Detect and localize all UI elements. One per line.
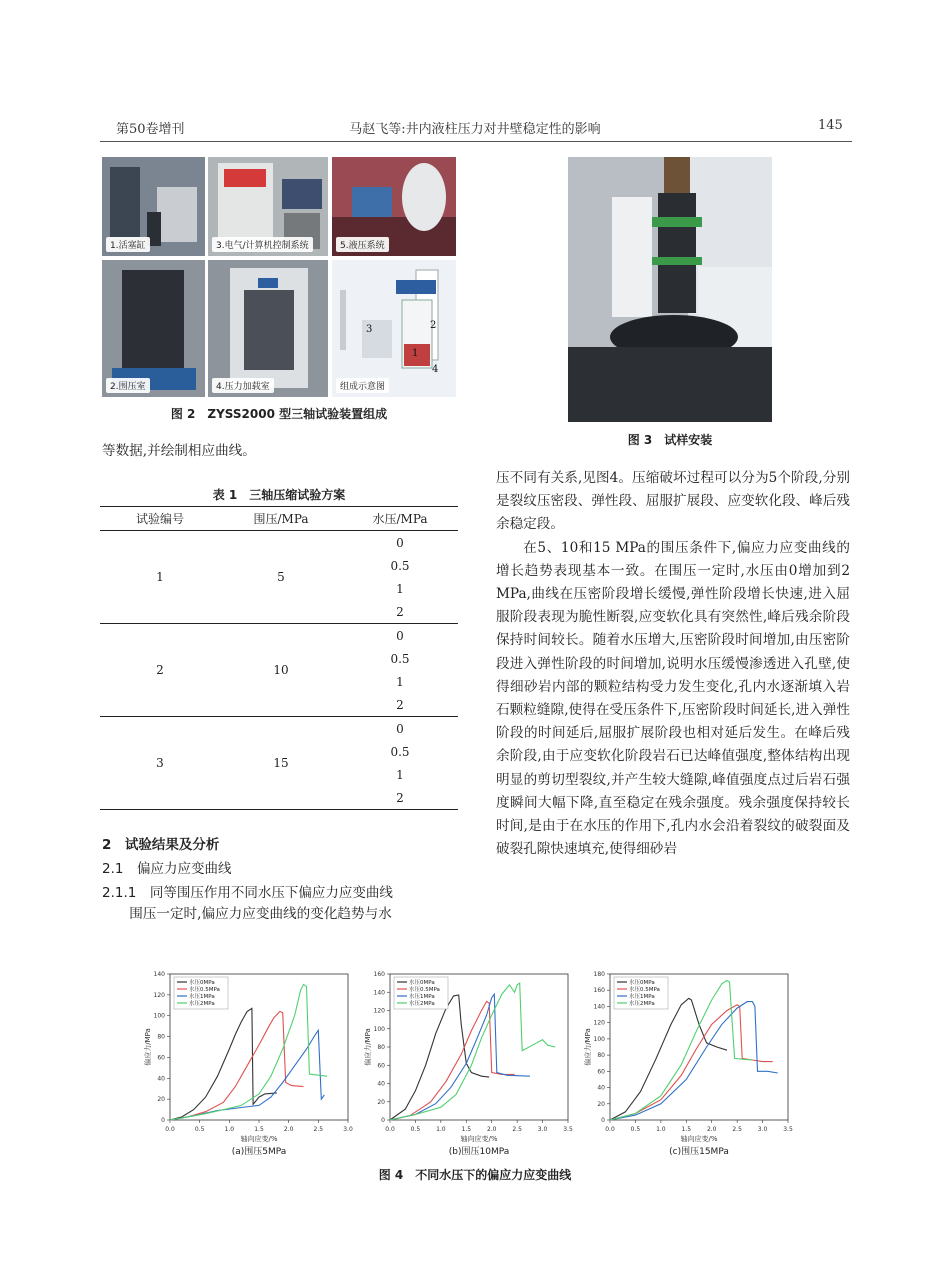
- y-tick-label: 160: [373, 971, 385, 978]
- y-axis-label: 偏应力/MPa: [584, 1028, 592, 1066]
- y-tick-label: 60: [157, 1054, 165, 1062]
- cell-water: 0: [396, 628, 404, 643]
- legend-entry: 水压1MPa: [409, 994, 435, 1000]
- x-axis-label: 轴向应变/%: [460, 1135, 498, 1143]
- page-number: 145: [818, 118, 843, 133]
- col-header-confining: 围压/MPa: [253, 512, 309, 526]
- y-tick-label: 120: [373, 1007, 385, 1015]
- chart-subcaption: (b)围压10MPa: [448, 1147, 510, 1157]
- chart-a-svg: [140, 966, 360, 1166]
- sample-installation-photo: [568, 157, 772, 422]
- x-tick-label: 1.0: [656, 1126, 666, 1133]
- legend-entry: 水压1MPa: [629, 994, 655, 1000]
- legend-entry: 水压0MPa: [409, 980, 435, 986]
- x-tick-label: 3.5: [783, 1126, 793, 1133]
- schematic-number-1: 1: [412, 348, 419, 359]
- x-tick-label: 3.0: [537, 1126, 548, 1133]
- table-1: [100, 506, 458, 810]
- loading-chamber-photo: [208, 260, 328, 397]
- y-tick-label: 40: [377, 1080, 385, 1088]
- x-tick-label: 1.0: [224, 1126, 235, 1133]
- schematic-number-3: 3: [366, 324, 373, 335]
- table-header-row: [100, 507, 458, 531]
- cell-water: 0.5: [390, 651, 410, 666]
- cell-water: 0.5: [390, 744, 410, 759]
- y-tick-label: 20: [597, 1100, 605, 1108]
- x-tick-label: 2.5: [313, 1126, 324, 1133]
- x-tick-label: 2.0: [706, 1126, 717, 1133]
- y-tick-label: 120: [593, 1019, 605, 1027]
- legend-entry: 水压2MPa: [629, 1001, 655, 1007]
- x-tick-label: 3.5: [563, 1126, 573, 1133]
- x-tick-label: 0.5: [194, 1126, 205, 1133]
- figure-3-photo: [568, 157, 772, 422]
- legend-entry: 水压1MPa: [189, 994, 215, 1000]
- figure-2-caption: 图 2 ZYSS2000 型三轴试验装置组成: [170, 407, 388, 421]
- x-tick-label: 1.5: [254, 1126, 264, 1133]
- cell-water: 0.5: [390, 558, 410, 573]
- right-column-text: [496, 467, 850, 861]
- col-header-water: 水压/MPa: [372, 512, 428, 526]
- schematic-number-2: 2: [430, 320, 437, 331]
- fig2-panel-chamber: [102, 260, 205, 397]
- series-line: [170, 1008, 277, 1120]
- cell-test-id: 1: [156, 570, 164, 584]
- experiment-table: [100, 506, 458, 810]
- y-tick-label: 80: [597, 1052, 605, 1060]
- cell-water: 0: [396, 535, 404, 550]
- y-tick-label: 80: [157, 1033, 165, 1041]
- y-tick-label: 80: [377, 1044, 385, 1051]
- fig2-label-5: 5.液压系统: [336, 237, 389, 252]
- cell-water: 2: [396, 697, 404, 712]
- legend-entry: 水压2MPa: [409, 1001, 435, 1007]
- table-row: [100, 531, 458, 555]
- confining-chamber-photo: [102, 260, 205, 397]
- table-row: [100, 717, 458, 741]
- fig2-label-3: 3.电气/计算机控制系统: [212, 237, 313, 252]
- x-tick-label: 0.0: [605, 1126, 615, 1133]
- fig2-panel-piston: [102, 157, 205, 256]
- schematic-number-4: 4: [432, 364, 439, 375]
- chart-a: [140, 966, 360, 1166]
- x-tick-label: 3.0: [343, 1126, 353, 1133]
- cell-water: 2: [396, 604, 404, 619]
- cell-test-id: 2: [156, 663, 164, 677]
- y-tick-label: 60: [377, 1062, 385, 1070]
- cell-confining: 10: [273, 663, 289, 677]
- y-tick-label: 120: [153, 991, 165, 999]
- y-axis-label: 偏应力/MPa: [144, 1028, 152, 1066]
- cell-water: 1: [396, 581, 404, 596]
- y-tick-label: 140: [373, 989, 385, 997]
- chart-subcaption: (a)围压5MPa: [231, 1147, 287, 1157]
- right-paragraph-1: 压不同有关系,见图4。压缩破坏过程可以分为5个阶段,分别是裂纹压密段、弹性段、屈服扩展段、应变软化段、峰后残余稳定段。: [496, 470, 850, 533]
- cell-water: 0: [396, 721, 404, 736]
- chart-legend: [394, 977, 448, 1009]
- y-tick-label: 0: [381, 1117, 385, 1124]
- schematic-diagram: [332, 260, 456, 397]
- fig2-panel-loading: [208, 260, 328, 397]
- fig2-panel-schematic: [332, 260, 456, 397]
- y-tick-label: 20: [377, 1098, 385, 1106]
- x-tick-label: 3.0: [757, 1126, 768, 1133]
- legend-entry: 水压0.5MPa: [189, 987, 220, 993]
- chart-b: [360, 966, 580, 1166]
- fig2-panel-hydraulic: [332, 157, 456, 256]
- fig2-label-2: 2.围压室: [106, 378, 150, 393]
- running-header-title: 马赵飞等:井内液柱压力对井壁稳定性的影响: [349, 122, 601, 137]
- chart-legend: [174, 977, 228, 1009]
- x-tick-label: 1.5: [461, 1126, 472, 1133]
- series-line: [610, 998, 727, 1120]
- x-tick-label: 0.0: [385, 1126, 395, 1133]
- table-1-caption: 表 1 三轴压缩试验方案: [212, 488, 346, 502]
- x-tick-label: 1.5: [681, 1126, 692, 1133]
- series-line: [170, 1030, 324, 1120]
- y-tick-label: 140: [153, 971, 165, 978]
- y-tick-label: 40: [597, 1084, 605, 1092]
- table-row: [100, 624, 458, 648]
- header-rule: [100, 141, 852, 142]
- series-line: [170, 1012, 304, 1121]
- section-2-heading: 2 试验结果及分析: [102, 837, 220, 853]
- fig2-panel-control: [208, 157, 328, 256]
- chart-c-svg: [580, 966, 800, 1166]
- chart-b-svg: [360, 966, 580, 1166]
- col-header-id: 试验编号: [135, 512, 184, 526]
- x-tick-label: 0.5: [630, 1126, 641, 1133]
- x-tick-label: 2.5: [512, 1126, 522, 1133]
- section-2-1-heading: 2.1 偏应力应变曲线: [102, 861, 232, 877]
- cell-water: 2: [396, 790, 404, 805]
- legend-entry: 水压0.5MPa: [629, 987, 660, 993]
- y-tick-label: 0: [161, 1117, 165, 1124]
- legend-entry: 水压0MPa: [189, 980, 215, 986]
- chart-legend: [614, 977, 668, 1009]
- fig2-label-1: 1.活塞缸: [106, 237, 150, 252]
- y-tick-label: 140: [593, 1003, 605, 1011]
- figure-3-caption: 图 3 试样安装: [627, 433, 713, 447]
- cell-test-id: 3: [156, 756, 164, 770]
- y-tick-label: 20: [157, 1096, 165, 1104]
- series-line: [610, 1002, 778, 1120]
- series-line: [610, 1005, 773, 1120]
- y-axis-label: 偏应力/MPa: [364, 1028, 372, 1066]
- x-axis-label: 轴向应变/%: [240, 1135, 278, 1143]
- x-tick-label: 2.0: [486, 1126, 497, 1133]
- running-header-left: 第50卷增刊: [116, 122, 185, 137]
- y-tick-label: 160: [593, 987, 605, 995]
- fig2-label-schematic: 组成示意图: [336, 378, 389, 393]
- cell-water: 1: [396, 767, 404, 782]
- legend-entry: 水压2MPa: [189, 1001, 215, 1007]
- y-tick-label: 60: [597, 1068, 605, 1076]
- chart-c: [580, 966, 800, 1166]
- left-paragraph-start: 等数据,并绘制相应曲线。: [102, 443, 256, 459]
- right-paragraph-2: 在5、10和15 MPa的围压条件下,偏应力应变曲线的增长趋势表现基本一致。在围压一定时,水压由0增加到2 MPa,曲线在压密阶段增长缓慢,弹性阶段增长快速,进入屈服阶段表现为脆性断裂,应变软化具有突然性,峰后残余阶段保持时间较长。随着水压增大,压密阶段时间增加,由压密阶段进入弹性阶段的时间增加,说明水压缓慢渗透进入孔壁,使得细砂岩内部的颗粒结构受力发生变化,孔内水逐渐填入岩石颗粒缝隙,使得在受压条件下,压密阶段时间延长,进入弹性阶段的时间延后,屈服扩展阶段也相对延后发生。在峰后残余阶段,由于应变软化阶段岩石已达峰值强度,整体结构出现明显的剪切型裂纹,并产生较大缝隙,峰值强度点过后岩石强度瞬间大幅下降,直至稳定在残余强度。残余强度保持较长时间,是由于在水压的作用下,孔内水会沿着裂纹的破裂面及破裂孔隙快速填充,使得细砂岩: [496, 539, 850, 858]
- figure-4-caption: 图 4 不同水压下的偏应力应变曲线: [378, 1168, 572, 1182]
- section-2-1-1-text: 围压一定时,偏应力应变曲线的变化趋势与水: [129, 906, 392, 922]
- x-axis-label: 轴向应变/%: [680, 1135, 718, 1143]
- fig2-label-4: 4.压力加载室: [212, 378, 274, 393]
- cell-confining: 15: [273, 756, 289, 770]
- section-2-1-1-heading: 2.1.1 同等围压作用不同水压下偏应力应变曲线: [102, 885, 393, 901]
- y-tick-label: 0: [601, 1117, 605, 1124]
- x-tick-label: 2.5: [732, 1126, 742, 1133]
- cell-water: 1: [396, 674, 404, 689]
- legend-entry: 水压0MPa: [629, 980, 655, 986]
- y-tick-label: 100: [593, 1035, 605, 1043]
- y-tick-label: 100: [153, 1012, 165, 1020]
- y-tick-label: 100: [373, 1025, 385, 1033]
- legend-entry: 水压0.5MPa: [409, 987, 440, 993]
- x-tick-label: 0.5: [410, 1126, 421, 1133]
- y-tick-label: 180: [593, 971, 605, 978]
- figure-2: [102, 157, 456, 397]
- x-tick-label: 2.0: [283, 1126, 294, 1133]
- cell-confining: 5: [277, 570, 285, 584]
- x-tick-label: 0.0: [165, 1126, 175, 1133]
- y-tick-label: 40: [157, 1075, 165, 1083]
- chart-subcaption: (c)围压15MPa: [669, 1147, 729, 1157]
- x-tick-label: 1.0: [436, 1126, 446, 1133]
